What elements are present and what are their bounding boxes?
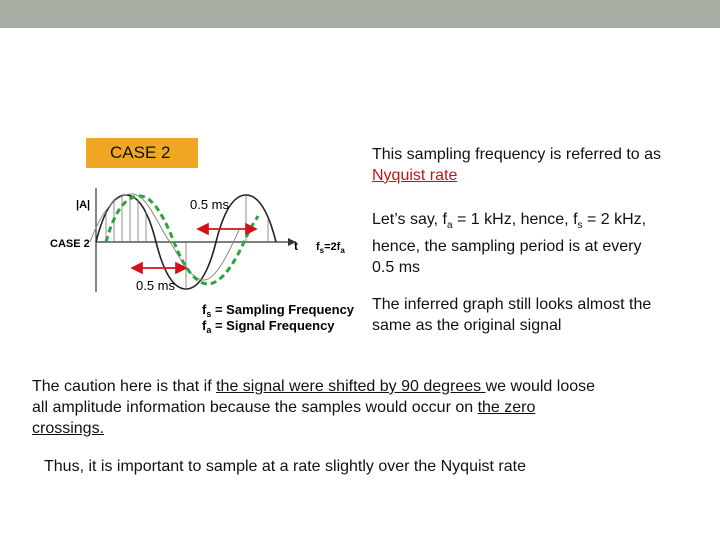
amplitude-label: |A| (76, 199, 91, 211)
example-text (372, 209, 646, 278)
sampling-figure (44, 180, 374, 340)
inferred-signal-wave (106, 196, 258, 284)
figure-case-label: CASE 2 (50, 238, 90, 250)
period-label-top: 0.5 ms (190, 197, 230, 212)
legend-sampling-frequency: $f_s$ = Sampling Frequency (202, 302, 355, 319)
inferred-line-1: The inferred graph still looks almost the (372, 296, 652, 313)
example-line-3: 0.5 ms (372, 259, 421, 277)
case-label-box: CASE 2 (86, 138, 198, 168)
period-label-bottom: 0.5 ms (136, 278, 176, 293)
fs-equation: $f_s=2f_a$ (316, 241, 345, 255)
inferred-text (372, 294, 651, 336)
top-bar (0, 0, 720, 28)
time-axis-label: t (294, 239, 298, 253)
nyquist-text (372, 144, 661, 186)
example-line-1: Let’s say, $f_a = 1$ kHz, hence, $f_s = 2$ kHz, (372, 211, 647, 232)
nyquist-line-1: This sampling frequency is referred to as (372, 146, 662, 163)
inferred-line-2: same as the original signal (372, 317, 562, 334)
caution-line-2: all amplitude information because the samples would occur on the zero (32, 399, 536, 416)
conclusion-text: Thus, it is important to sample at a rate slightly over the Nyquist rate (44, 458, 526, 475)
legend-signal-frequency: $f_a$ = Signal Frequency (202, 318, 335, 335)
caution-line-3: crossings. (32, 420, 105, 437)
nyquist-rate-link-text: Nyquist rate (372, 167, 458, 184)
example-line-2: hence, the sampling period is at every (372, 238, 642, 256)
caution-line-1: The caution here is that if the signal were shifted by 90 degrees we would loose (32, 378, 596, 395)
caution-paragraph (32, 376, 692, 439)
